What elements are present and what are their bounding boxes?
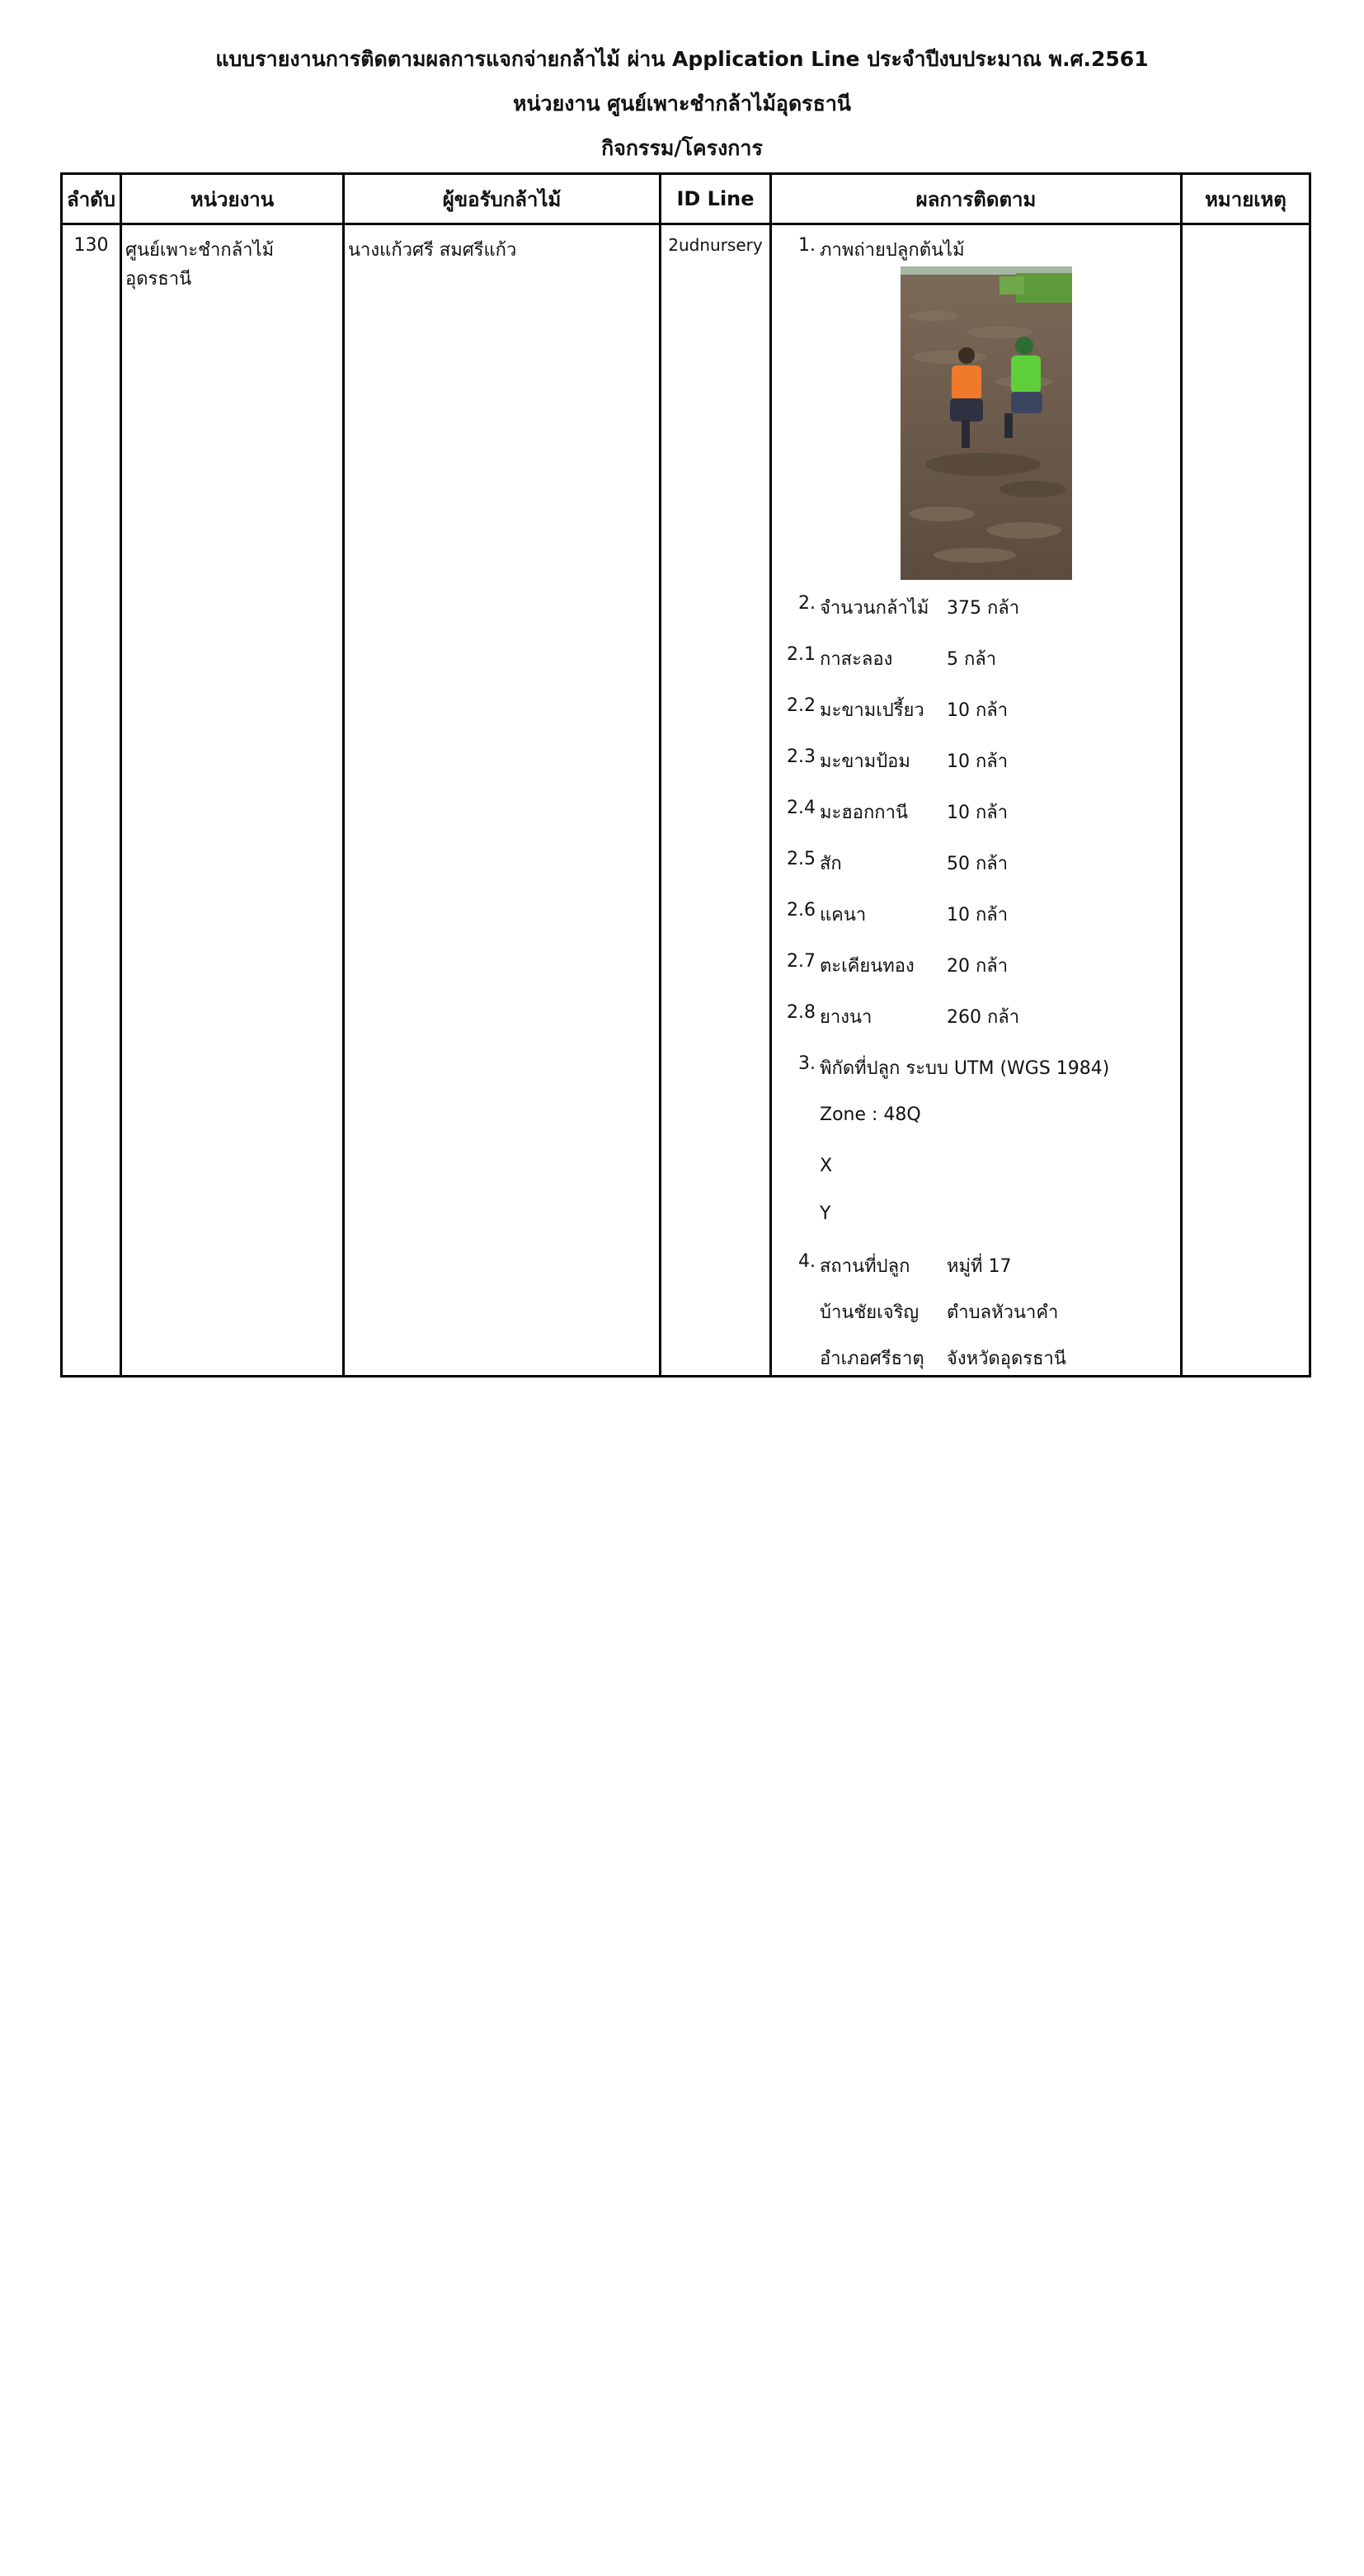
col-header-id-line: ID Line: [661, 174, 771, 224]
species-number: 2.3: [787, 746, 816, 767]
species-name: ตะเคียนทอง: [820, 956, 915, 977]
species-name: มะฮอกกานี: [820, 803, 908, 823]
table-row: [62, 224, 1310, 1377]
item1-label: ภาพถ่ายปลูกต้นไม้: [820, 240, 965, 261]
col-header-results: ผลการติดตาม: [771, 174, 1182, 224]
note-text: [1183, 225, 1309, 235]
species-quantity: 10 กล้า: [947, 803, 1009, 823]
planting-photo-image: [901, 266, 1072, 580]
activity-line: กิจกรรม/โครงการ: [601, 136, 763, 160]
species-name: ยางนา: [820, 1007, 872, 1028]
col-header-agency: หน่วยงาน: [121, 174, 344, 224]
species-name: มะขามเปรี้ยว: [820, 700, 924, 721]
agency-name: ศูนย์เพาะชำกล้าไม้อุดรธานี: [125, 240, 275, 290]
results-block: [772, 225, 1180, 1372]
location-amphoe: อำเภอศรีธาตุ: [820, 1349, 924, 1369]
location-tambon: ตำบลหัวนาคำ: [947, 1302, 1059, 1323]
species-number: 2.4: [787, 798, 816, 818]
species-quantity: 260 กล้า: [947, 1007, 1020, 1028]
item3-label: พิกัดที่ปลูก ระบบ UTM (WGS 1984): [820, 1058, 1110, 1079]
location-village: บ้านชัยเจริญ: [820, 1302, 920, 1323]
item4-number: 4.: [798, 1251, 816, 1272]
species-number: 2.6: [787, 900, 816, 921]
item4-label: สถานที่ปลูก: [820, 1256, 910, 1277]
location-province: จังหวัดอุดรธานี: [947, 1349, 1066, 1369]
species-quantity: 20 กล้า: [947, 956, 1009, 977]
cell-results: [771, 224, 1182, 1377]
report-title: แบบรายงานการติดตามผลการแจกจ่ายกล้าไม้ ผ่าน Application Line ประจำปีงบประมาณ พ.ศ.2561: [215, 47, 1149, 71]
cell-no: [62, 224, 121, 1377]
row-number: 130: [73, 235, 109, 256]
species-name: แคนา: [820, 905, 867, 925]
species-quantity: 50 กล้า: [947, 854, 1009, 874]
col-header-note: หมายเหตุ: [1182, 174, 1310, 224]
utm-y: Y: [820, 1203, 831, 1224]
location-moo: หมู่ที่ 17: [947, 1256, 1012, 1277]
species-number: 2.2: [787, 695, 816, 716]
cell-agency: [121, 224, 344, 1377]
report-table: [60, 172, 1311, 1377]
col-header-recipient: ผู้ขอรับกล้าไม้: [344, 174, 661, 224]
unit-line: หน่วยงาน ศูนย์เพาะชำกล้าไม้อุดรธานี: [512, 92, 851, 115]
species-number: 2.1: [787, 644, 816, 665]
recipient-name: นางแก้วศรี สมศรีแก้ว: [348, 240, 517, 261]
species-name: สัก: [820, 854, 842, 874]
item1-number: 1.: [798, 235, 816, 256]
item2-quantity: 375 กล้า: [947, 598, 1020, 619]
cell-recipient: [344, 224, 661, 1377]
table-header-row: [62, 174, 1310, 224]
species-quantity: 10 กล้า: [947, 700, 1009, 721]
cell-note: [1182, 224, 1310, 1377]
planting-photo: [901, 266, 1072, 580]
cell-id-line: [661, 224, 771, 1377]
col-header-no: ลำดับ: [62, 174, 121, 224]
item2-label: จำนวนกล้าไม้: [820, 598, 929, 619]
species-name: กาสะลอง: [820, 649, 893, 670]
species-quantity: 10 กล้า: [947, 751, 1009, 772]
line-id: 2udnursery: [668, 235, 763, 255]
item3-number: 3.: [798, 1053, 816, 1074]
utm-x: X: [820, 1156, 833, 1176]
item2-number: 2.: [798, 593, 816, 614]
utm-zone: Zone : 48Q: [820, 1104, 921, 1125]
species-number: 2.7: [787, 951, 816, 972]
species-quantity: 10 กล้า: [947, 905, 1009, 925]
species-number: 2.5: [787, 849, 816, 869]
species-quantity: 5 กล้า: [947, 649, 997, 670]
species-name: มะขามป้อม: [820, 751, 910, 772]
species-number: 2.8: [787, 1002, 816, 1023]
